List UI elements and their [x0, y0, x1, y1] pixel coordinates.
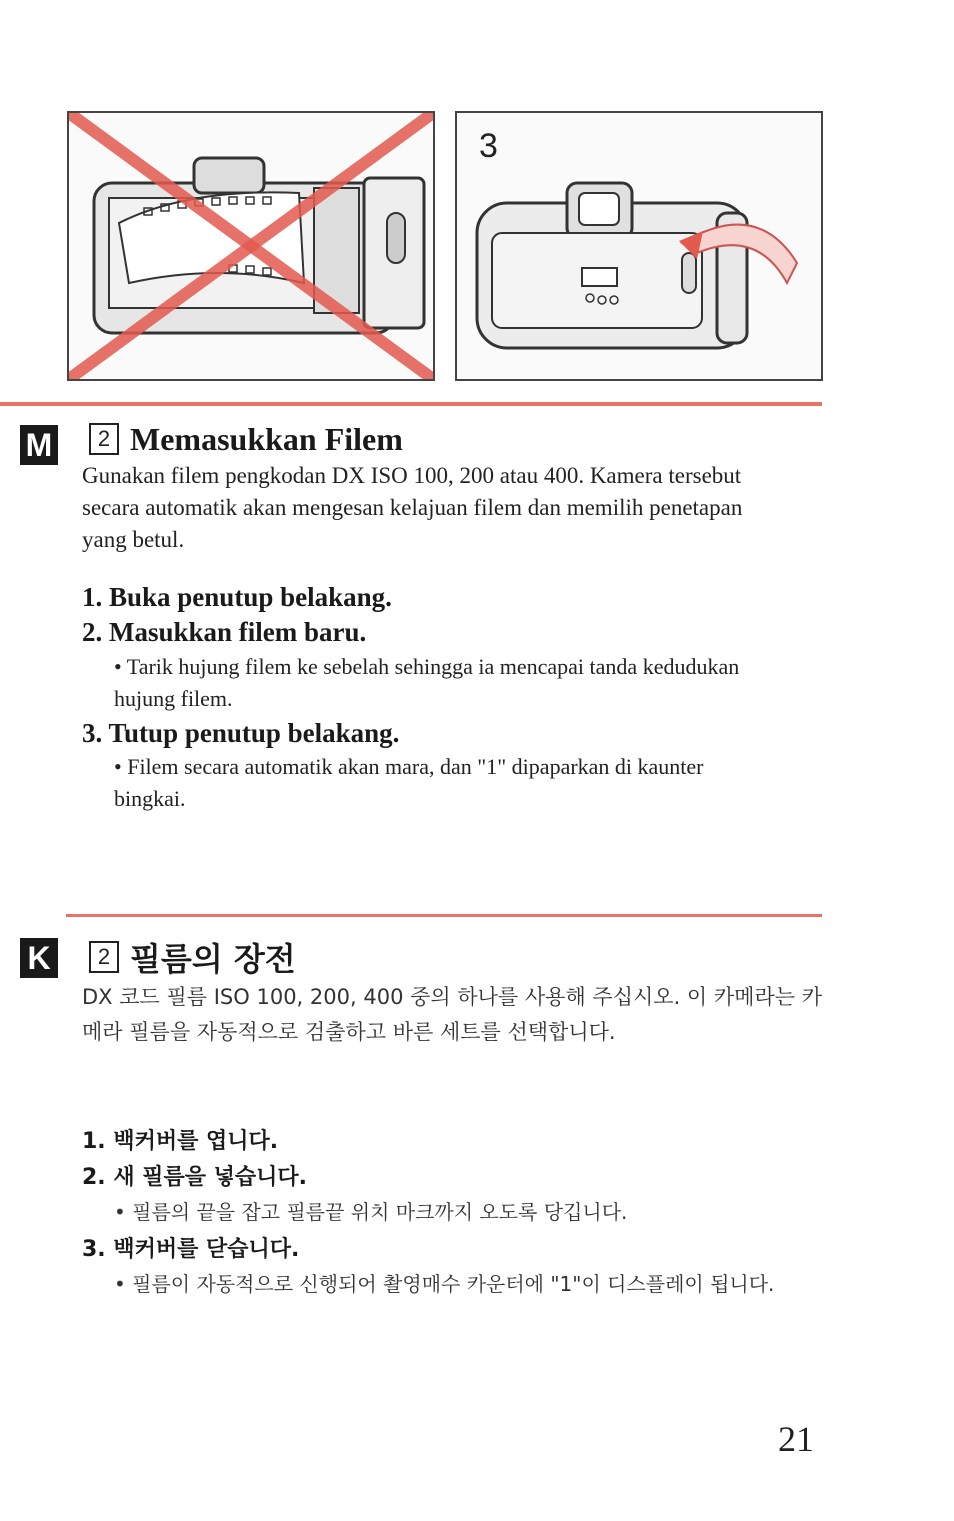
- step-2-bullet: • Tarik hujung filem ke sebelah sehingga ia mencapai tanda kedudukan hujung filem.: [114, 654, 740, 711]
- section-number-box: 2: [89, 423, 119, 455]
- section-number-box: 2: [89, 941, 119, 973]
- page-number: 21: [778, 1419, 814, 1459]
- section-divider: [66, 914, 822, 917]
- step-2: 2. 새 필름을 넣습니다.: [82, 1165, 308, 1190]
- section-title: Memasukkan Filem: [130, 421, 403, 457]
- figure-step-number: 3: [479, 127, 498, 165]
- step-3-bullet: • Filem secara automatik akan mara, dan "1" dipaparkan di kaunter bingkai.: [114, 754, 704, 811]
- step-2-bullet: • 필름의 끝을 잡고 필름끝 위치 마크까지 오도록 당깁니다.: [114, 1200, 628, 1224]
- step-2: 2. Masukkan filem baru.: [82, 617, 367, 647]
- step-3: 3. Tutup penutup belakang.: [82, 718, 400, 748]
- language-badge-m: M: [20, 425, 58, 465]
- step-3-bullet: • 필름이 자동적으로 신행되어 촬영매수 카운터에 "1"이 디스플레이 됩니다.: [114, 1272, 775, 1296]
- step-1: 1. Buka penutup belakang.: [82, 582, 392, 612]
- intro-paragraph: Gunakan filem pengkodan DX ISO 100, 200 atau 400. Kamera tersebut secara automatik akan mengesan kelajuan filem dan memilih penetapan yang betul.: [82, 463, 743, 552]
- figure-close-back-cover: [455, 111, 823, 381]
- section-title: 필름의 장전: [130, 940, 296, 978]
- step-3: 3. 백커버를 닫습니다.: [82, 1237, 300, 1262]
- intro-paragraph: DX 코드 필름 ISO 100, 200, 400 중의 하나를 사용해 주십시오. 이 카메라는 카메라 필름을 자동적으로 검출하고 바른 세트를 선택합니다.: [82, 985, 822, 1044]
- section-divider: [0, 402, 822, 406]
- figure-incorrect-film-loading: [67, 111, 435, 381]
- camera-back-illustration: [457, 113, 821, 379]
- camera-open-back-illustration: [69, 113, 433, 379]
- language-badge-k: K: [20, 938, 58, 978]
- step-1: 1. 백커버를 엽니다.: [82, 1129, 279, 1154]
